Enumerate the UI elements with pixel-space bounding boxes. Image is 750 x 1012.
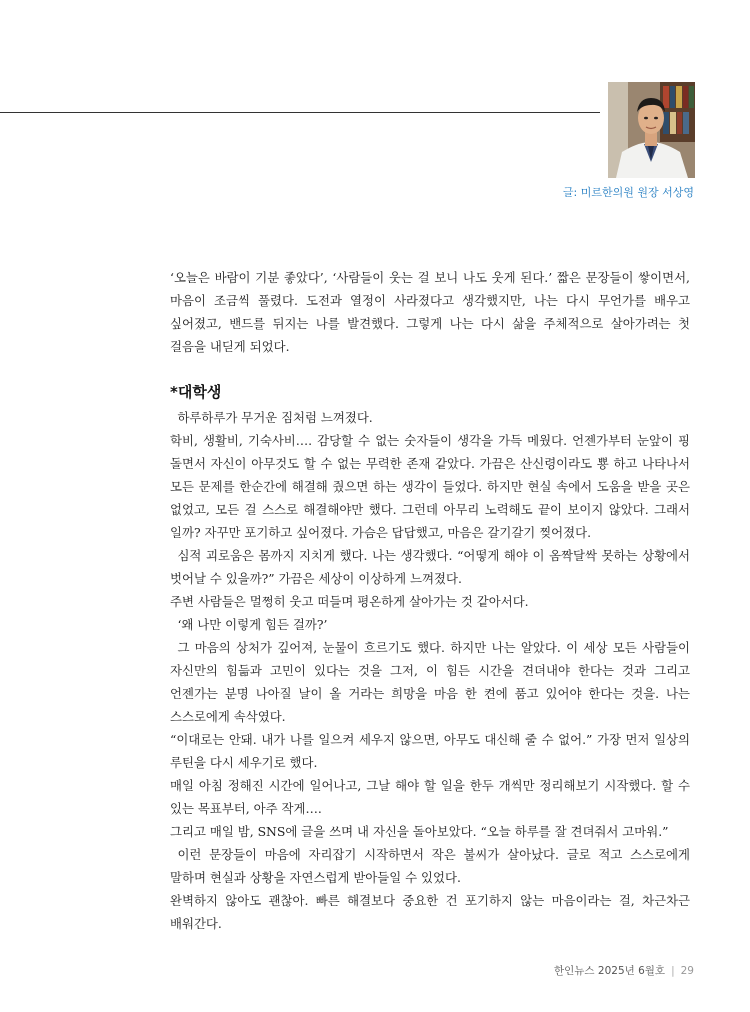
header-rule <box>0 112 600 113</box>
paragraph: 완벽하지 않아도 괜찮아. 빠른 해결보다 중요한 건 포기하지 않는 마음이라는 걸, 차근차근 배워간다. <box>170 893 690 931</box>
paragraph: 그 마음의 상처가 깊어져, 눈물이 흐르기도 했다. 하지만 나는 알았다. 이 세상 모든 사람들이 자신만의 힘듦과 고민이 있다는 것을 그저, 이 힘든 시간을 견뎌내야 한다는 것과 그리고 언젠가는 분명 나아질 날이 올 거라는 희망을 마음 한 켠에 품고 있어야 한다는 것을. 나는 스스로에게 속삭였다. <box>170 640 690 724</box>
publication-name: 한인뉴스 2025년 6월호 <box>554 965 666 977</box>
author-photo <box>608 82 695 178</box>
author-photo-image <box>608 82 695 178</box>
paragraph: 주변 사람들은 멀쩡히 웃고 떠들며 평온하게 살아가는 것 같아서다. <box>170 594 529 609</box>
intro-paragraph: ‘오늘은 바람이 기분 좋았다’, ‘사람들이 웃는 걸 보니 나도 웃게 된다.’ 짧은 문장들이 쌓이면서, 마음이 조금씩 풀렸다. 도전과 열정이 사라졌다고 생각했지만, 나는 다시 무언가를 배우고 싶어졌고, 밴드를 뒤지는 나를 발견했다. 그렇게 나는 다시 삶을 주체적으로 살아가려는 첫 걸음을 내딛게 되었다. <box>170 270 690 354</box>
page-number: 29 <box>680 965 694 977</box>
paragraph: 심적 괴로움은 몸까지 지치게 했다. 나는 생각했다. “어떻게 해야 이 옴짝달싹 못하는 상황에서 벗어날 수 있을까?” 가끔은 세상이 이상하게 느껴졌다. <box>170 548 690 586</box>
paragraph: 학비, 생활비, 기숙사비…. 감당할 수 없는 숫자들이 생각을 가득 메웠다. 언젠가부터 눈앞이 핑 돌면서 자신이 아무것도 할 수 없는 무력한 존재 같았다. 가끔은 산신령이라도 뿅 하고 나타나서 모든 문제를 한순간에 해결해 줬으면 하는 생각이 들었다. 하지만 현실 속에서 도움을 받을 곳은 없었고, 모든 걸 스스로 해결해야만 했다. 그런데 아무리 노력해도 끝이 보이지 않았다. 그래서 일까? 자꾸만 포기하고 싶어졌다. 가슴은 답답했고, 마음은 갈기갈기 찢어졌다. <box>170 433 690 540</box>
article-body <box>170 266 690 935</box>
page-footer <box>554 963 694 978</box>
author-caption: 글: 미르한의원 원장 서상영 <box>562 186 694 199</box>
paragraph: 이런 문장들이 마음에 자리잡기 시작하면서 작은 불씨가 살아났다. 글로 적고 스스로에게 말하며 현실과 상황을 자연스럽게 받아들일 수 있었다. <box>170 847 690 885</box>
section-title: *대학생 <box>170 383 222 401</box>
paragraph: “이대로는 안돼. 내가 나를 일으켜 세우지 않으면, 아무도 대신해 줄 수 없어.” 가장 먼저 일상의 루틴을 다시 세우기로 했다. <box>170 732 690 770</box>
paragraph: 그리고 매일 밤, SNS에 글을 쓰며 내 자신을 돌아보았다. “오늘 하루를 잘 견뎌줘서 고마워.” <box>170 824 669 839</box>
footer-separator: | <box>671 965 675 977</box>
paragraph: 하루하루가 무거운 짐처럼 느껴졌다. <box>177 410 373 425</box>
paragraph: ‘왜 나만 이렇게 힘든 걸까?’ <box>177 617 328 632</box>
paragraph: 매일 아침 정해진 시간에 일어나고, 그날 해야 할 일을 한두 개씩만 정리해보기 시작했다. 할 수 있는 목표부터, 아주 작게…. <box>170 778 690 816</box>
